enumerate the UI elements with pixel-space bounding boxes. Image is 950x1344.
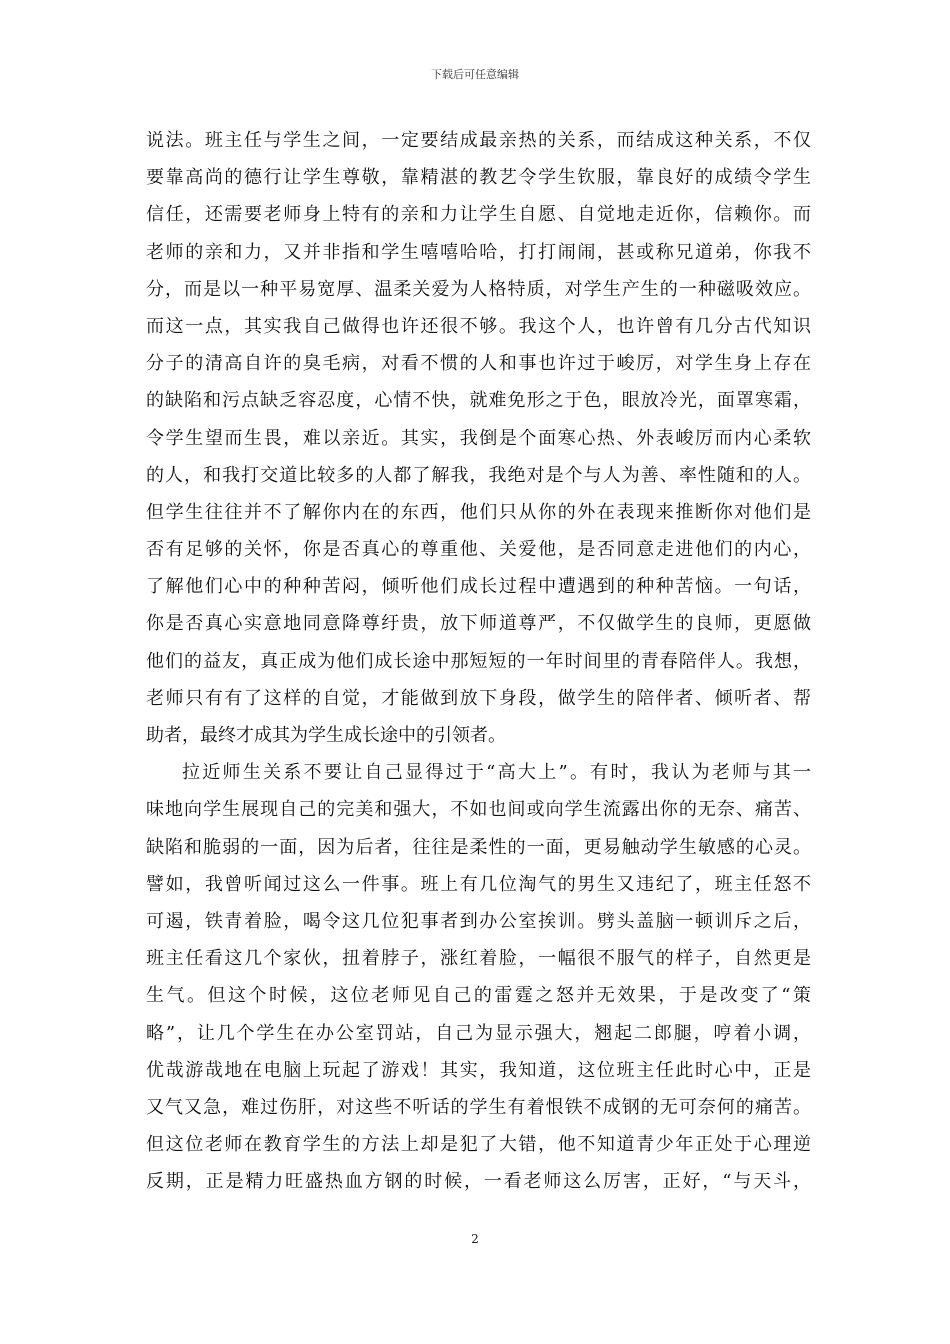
text-line: 班主任看这几个家伙，扭着脖子，涨红着脸，一幅很不服气的样子，自然更是 [146, 948, 811, 970]
text-line: 分子的清高自许的臭毛病，对看不惯的人和事也许过于峻厉，对学生身上存在 [146, 353, 811, 375]
text-line: 又气又急，难过伤肝，对这些不听话的学生有着恨铁不成钢的无可奈何的痛苦。 [146, 1096, 811, 1118]
text-line: 老师只有有了这样的自觉，才能做到放下身段，做学生的陪伴者、倾听者、帮 [146, 687, 811, 709]
text-line: 味地向学生展现自己的完美和强大，不如也间或向学生流露出你的无奈、痛苦、 [146, 799, 811, 821]
text-line: 可遏，铁青着脸，喝令这几位犯事者到办公室挨训。劈头盖脑一顿训斥之后， [146, 910, 811, 932]
text-line: 的人，和我打交道比较多的人都了解我，我绝对是个与人为善、率性随和的人。 [146, 464, 811, 486]
text-line: 助者，最终才成其为学生成长途中的引领者。 [146, 725, 506, 746]
text-line: 信任，还需要老师身上特有的亲和力让学生自愿、自觉地走近你，信赖你。而 [146, 204, 811, 226]
page-number: 2 [471, 1232, 479, 1246]
text-line: 缺陷和脆弱的一面，因为后者，往往是柔性的一面，更易触动学生敏感的心灵。 [146, 836, 811, 858]
text-line: 要靠高尚的德行让学生尊敬，靠精湛的教艺令学生钦服，靠良好的成绩令学生 [146, 167, 811, 189]
text-line: 说法。班主任与学生之间，一定要结成最亲热的关系，而结成这种关系，不仅 [146, 130, 811, 151]
text-line: 了解他们心中的种种苦闷，倾听他们成长过程中遭遇到的种种苦恼。一句话， [146, 576, 811, 598]
text-line: 而这一点，其实我自己做得也许还很不够。我这个人，也许曾有几分古代知识 [146, 315, 811, 337]
text-line: 他们的益友，真正成为他们成长途中那短短的一年时间里的青春陪伴人。我想， [146, 650, 811, 672]
text-line: 但这位老师在教育学生的方法上却是犯了大错，他不知道青少年正处于心理逆 [146, 1134, 811, 1156]
paragraph [146, 754, 811, 1200]
text-line: 令学生望而生畏，难以亲近。其实，我倒是个面寒心热、外表峻厉而内心柔软 [146, 427, 811, 449]
text-line: 但学生往往并不了解你内在的东西，他们只从你的外在表现来推断你对他们是 [146, 501, 811, 523]
text-line: 的缺陷和污点缺乏容忍度，心情不快，就难免形之于色，眼放冷光，面罩寒霜， [146, 390, 811, 412]
text-line: 老师的亲和力，又并非指和学生嘻嘻哈哈，打打闹闹，甚或称兄道弟，你我不 [146, 241, 811, 263]
text-line: 略”，让几个学生在办公室罚站，自己为显示强大，翘起二郎腿，哼着小调， [146, 1022, 811, 1044]
paragraph [146, 122, 811, 754]
text-line: 分，而是以一种平易宽厚、温柔关爱为人格特质，对学生产生的一种磁吸效应。 [146, 278, 811, 300]
text-line: 譬如，我曾听闻过这么一件事。班上有几位淘气的男生又违纪了，班主任怒不 [146, 873, 811, 895]
text-line: 优哉游哉地在电脑上玩起了游戏！其实，我知道，这位班主任此时心中，正是 [146, 1059, 811, 1081]
text-line: 否有足够的关怀，你是否真心的尊重他、关爱他，是否同意走进他们的内心， [146, 539, 811, 561]
text-line: 生气。但这个时候，这位老师见自己的雷霆之怒并无效果，于是改变了“策 [146, 985, 811, 1007]
page-header: 下载后可任意编辑 [431, 68, 519, 81]
text-line: 你是否真心实意地同意降尊纡贵，放下师道尊严，不仅做学生的良师，更愿做 [146, 613, 811, 635]
document-body [146, 122, 811, 1200]
text-line: 拉近师生关系不要让自己显得过于“高大上”。有时，我认为老师与其一 [182, 762, 811, 784]
text-line: 反期，正是精力旺盛热血方钢的时候，一看老师这么厉害，正好，“与天斗， [146, 1171, 811, 1193]
